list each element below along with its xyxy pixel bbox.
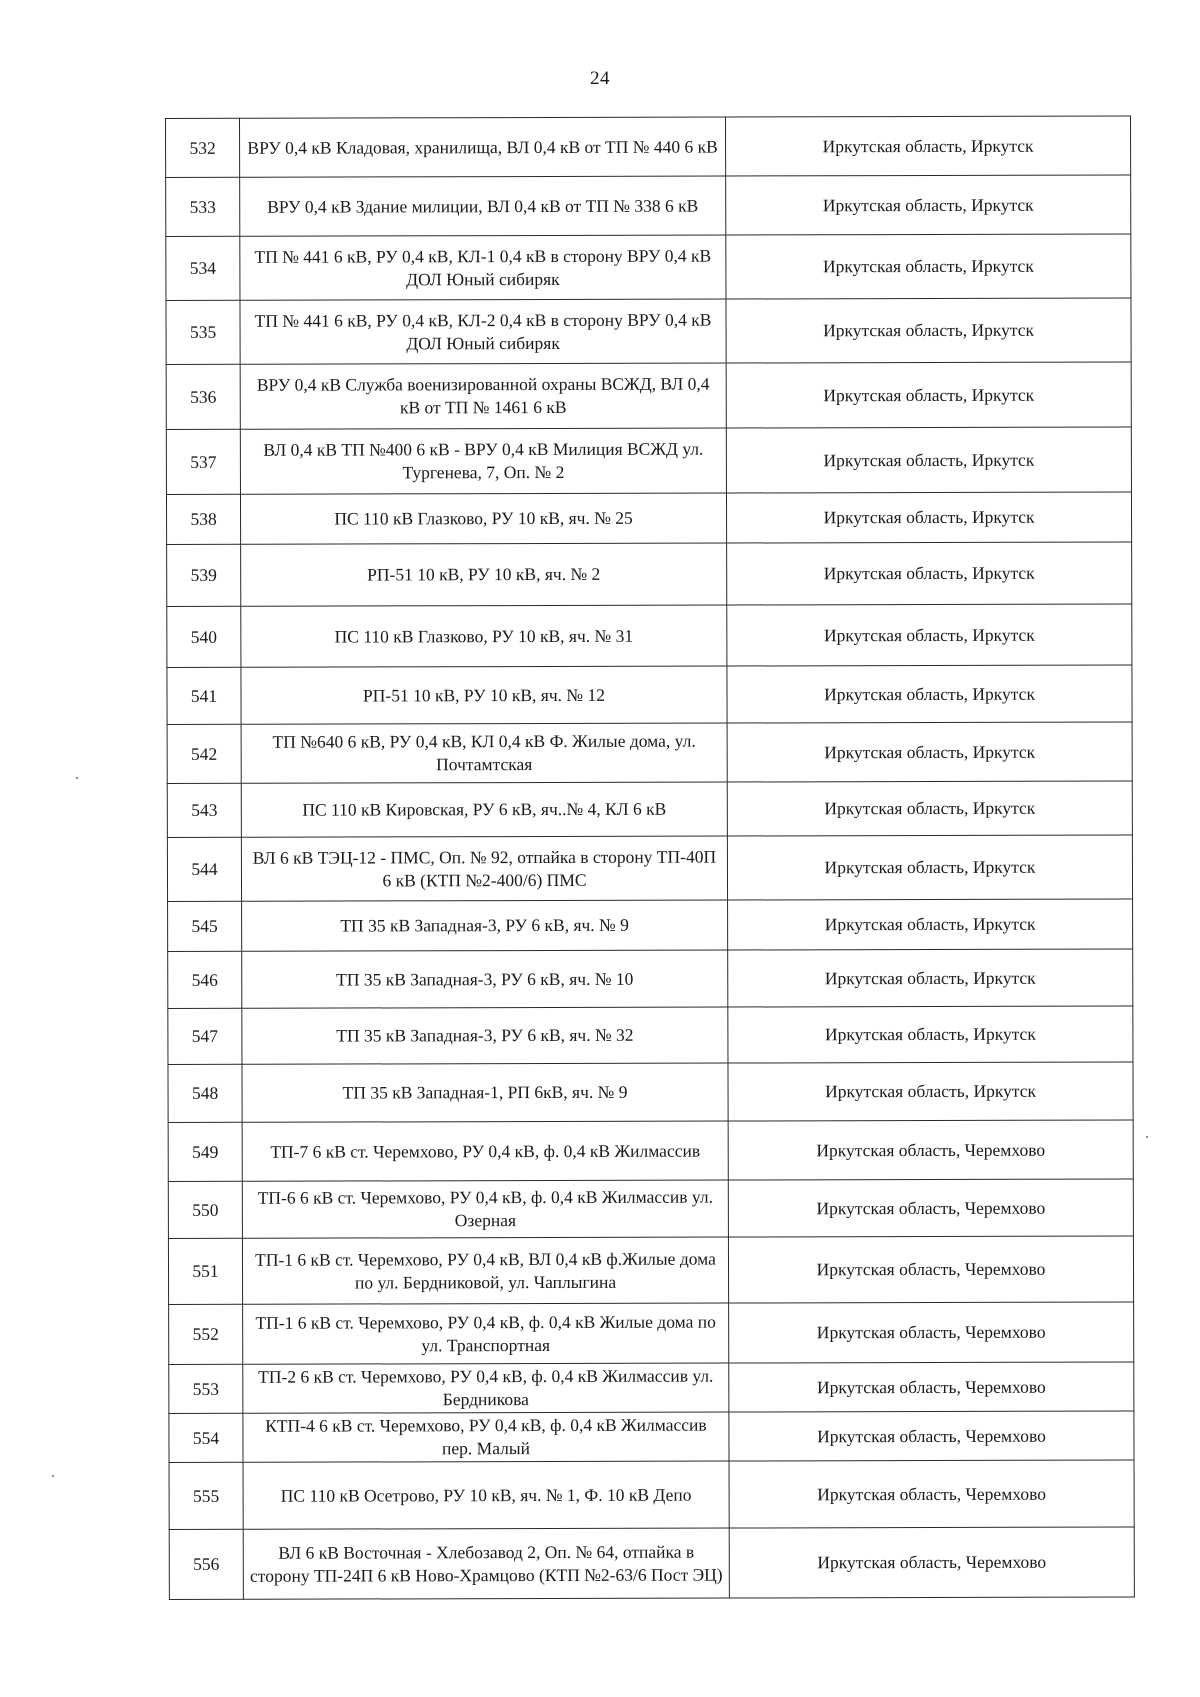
- object-location: Иркутская область, Черемхово: [729, 1527, 1134, 1598]
- object-description: ТП-1 6 кВ ст. Черемхово, РУ 0,4 кВ, ф. 0,4 кВ Жилые дома по ул. Транспортная: [243, 1303, 729, 1364]
- table-row: [167, 542, 1132, 607]
- object-description: ВРУ 0,4 кВ Служба военизированной охраны ВСЖД, ВЛ 0,4 кВ от ТП № 1461 6 кВ: [240, 363, 726, 429]
- object-location: Иркутская область, Черемхово: [728, 1236, 1133, 1303]
- page-number: 24: [590, 68, 610, 89]
- row-number: 553: [169, 1364, 243, 1413]
- object-location: Иркутская область, Иркутск: [726, 492, 1131, 543]
- table-row: [168, 1120, 1133, 1182]
- table-row: [169, 1362, 1134, 1414]
- row-number: 533: [166, 177, 240, 236]
- object-location: Иркутская область, Иркутск: [727, 722, 1132, 782]
- object-location: Иркутская область, Черемхово: [728, 1179, 1133, 1237]
- object-location: Иркутская область, Иркутск: [726, 362, 1131, 428]
- object-description: ТП 35 кВ Западная-1, РП 6кВ, яч. № 9: [242, 1063, 728, 1122]
- table-row: [169, 1411, 1134, 1463]
- table-row: [168, 1179, 1133, 1239]
- table-row: [167, 665, 1132, 725]
- object-location: Иркутская область, Иркутск: [726, 175, 1131, 235]
- row-number: 539: [167, 544, 241, 606]
- row-number: 541: [167, 667, 241, 724]
- object-location: Иркутская область, Иркутск: [727, 781, 1132, 836]
- object-description: ПС 110 кВ Осетрово, РУ 10 кВ, яч. № 1, Ф. 10 кВ Депо: [243, 1461, 729, 1529]
- table-row: [166, 362, 1131, 430]
- table-row: [168, 1236, 1133, 1305]
- scan-speck: [76, 777, 78, 779]
- table-row: [168, 899, 1133, 952]
- object-location: Иркутская область, Черемхово: [728, 1120, 1133, 1180]
- row-number: 552: [169, 1304, 243, 1364]
- object-location: Иркутская область, Иркутск: [725, 116, 1130, 176]
- object-description: ПС 110 кВ Глазково, РУ 10 кВ, яч. № 25: [240, 493, 726, 544]
- object-description: ТП 35 кВ Западная-3, РУ 6 кВ, яч. № 10: [242, 950, 728, 1008]
- row-number: 549: [168, 1122, 242, 1181]
- object-location: Иркутская область, Иркутск: [727, 835, 1132, 900]
- scan-speck: [1146, 1136, 1148, 1138]
- object-description: ВРУ 0,4 кВ Кладовая, хранилища, ВЛ 0,4 кВ от ТП № 440 6 кВ: [240, 117, 726, 177]
- object-location: Иркутская область, Иркутск: [728, 949, 1133, 1007]
- object-location: Иркутская область, Черемхово: [729, 1362, 1134, 1412]
- table-row: [166, 427, 1131, 495]
- table-row: [168, 949, 1133, 1009]
- object-description: ТП № 441 6 кВ, РУ 0,4 кВ, КЛ-2 0,4 кВ в сторону ВРУ 0,4 кВ ДОЛ Юный сибиряк: [240, 299, 726, 364]
- object-location: Иркутская область, Иркутск: [727, 604, 1132, 666]
- object-description: КТП-4 6 кВ ст. Черемхово, РУ 0,4 кВ, ф. 0,4 кВ Жилмассив пер. Малый: [243, 1412, 729, 1462]
- object-description: ТП-2 6 кВ ст. Черемхово, РУ 0,4 кВ, ф. 0,4 кВ Жилмассив ул. Бердникова: [243, 1363, 729, 1413]
- object-location: Иркутская область, Иркутск: [726, 427, 1131, 493]
- object-description: ВЛ 6 кВ Восточная - Хлебозавод 2, Оп. № 64, отпайка в сторону ТП-24П 6 кВ Ново-Храмцово (КТП №2-63/6 Пост ЭЦ): [243, 1528, 729, 1599]
- table-row: [168, 1062, 1133, 1123]
- object-description: ВРУ 0,4 кВ Здание милиции, ВЛ 0,4 кВ от ТП № 338 6 кВ: [240, 176, 726, 236]
- table-body: [166, 116, 1135, 1600]
- row-number: 543: [167, 783, 241, 837]
- scan-speck: [52, 1475, 54, 1477]
- table-row: [167, 781, 1132, 838]
- row-number: 548: [168, 1064, 242, 1122]
- object-location: Иркутская область, Черемхово: [729, 1302, 1134, 1363]
- row-number: 547: [168, 1008, 242, 1064]
- table-row: [168, 1006, 1133, 1065]
- object-description: ТП №640 6 кВ, РУ 0,4 кВ, КЛ 0,4 кВ Ф. Жилые дома, ул. Почтамтская: [241, 723, 727, 783]
- object-location: Иркутская область, Иркутск: [728, 1006, 1133, 1063]
- object-description: ПС 110 кВ Глазково, РУ 10 кВ, яч. № 31: [241, 605, 727, 667]
- object-description: ТП 35 кВ Западная-3, РУ 6 кВ, яч. № 9: [242, 900, 728, 951]
- table-row: [167, 835, 1132, 902]
- row-number: 556: [169, 1529, 243, 1599]
- object-description: ТП 35 кВ Западная-3, РУ 6 кВ, яч. № 32: [242, 1007, 728, 1064]
- row-number: 551: [168, 1238, 242, 1304]
- table-row: [166, 116, 1131, 178]
- object-description: ПС 110 кВ Кировская, РУ 6 кВ, яч..№ 4, КЛ 6 кВ: [241, 782, 727, 837]
- row-number: 555: [169, 1462, 243, 1529]
- row-number: 542: [167, 724, 241, 783]
- row-number: 536: [166, 364, 240, 429]
- object-description: ВЛ 6 кВ ТЭЦ-12 - ПМС, Оп. № 92, отпайка в сторону ТП-40П 6 кВ (КТП №2-400/6) ПМС: [241, 836, 727, 901]
- table-row: [166, 175, 1131, 237]
- objects-table: [165, 115, 1135, 1600]
- object-description: ВЛ 0,4 кВ ТП №400 6 кВ - ВРУ 0,4 кВ Милиция ВСЖД ул. Тургенева, 7, Оп. № 2: [240, 428, 726, 494]
- object-location: Иркутская область, Иркутск: [726, 234, 1131, 299]
- object-location: Иркутская область, Иркутск: [726, 298, 1131, 363]
- object-location: Иркутская область, Иркутск: [728, 899, 1133, 950]
- row-number: 545: [168, 901, 242, 951]
- row-number: 540: [167, 606, 241, 667]
- object-description: ТП-6 6 кВ ст. Черемхово, РУ 0,4 кВ, ф. 0,4 кВ Жилмассив ул. Озерная: [242, 1180, 728, 1238]
- object-location: Иркутская область, Черемхово: [729, 1411, 1134, 1461]
- object-description: РП-51 10 кВ, РУ 10 кВ, яч. № 12: [241, 666, 727, 724]
- table-row: [166, 298, 1131, 365]
- table-row: [167, 604, 1132, 668]
- row-number: 550: [168, 1181, 242, 1238]
- table-row: [169, 1527, 1134, 1600]
- object-description: ТП № 441 6 кВ, РУ 0,4 кВ, КЛ-1 0,4 кВ в сторону ВРУ 0,4 кВ ДОЛ Юный сибиряк: [240, 235, 726, 300]
- object-description: ТП-7 6 кВ ст. Черемхово, РУ 0,4 кВ, ф. 0,4 кВ Жилмассив: [242, 1121, 728, 1181]
- row-number: 537: [166, 429, 240, 494]
- table-row: [166, 234, 1131, 301]
- row-number: 534: [166, 236, 240, 300]
- object-description: ТП-1 6 кВ ст. Черемхово, РУ 0,4 кВ, ВЛ 0,4 кВ ф.Жилые дома по ул. Бердниковой, ул. Чаплыгина: [242, 1237, 728, 1304]
- row-number: 546: [168, 951, 242, 1008]
- row-number: 544: [167, 837, 241, 901]
- object-location: Иркутская область, Черемхово: [729, 1460, 1134, 1528]
- object-location: Иркутская область, Иркутск: [727, 665, 1132, 723]
- table-row: [166, 492, 1131, 545]
- row-number: 538: [166, 494, 240, 544]
- row-number: 554: [169, 1413, 243, 1462]
- object-location: Иркутская область, Иркутск: [728, 1062, 1133, 1121]
- table-row: [167, 722, 1132, 784]
- row-number: 532: [166, 118, 240, 177]
- row-number: 535: [166, 300, 240, 364]
- table-row: [169, 1302, 1134, 1365]
- object-location: Иркутская область, Иркутск: [727, 542, 1132, 605]
- object-description: РП-51 10 кВ, РУ 10 кВ, яч. № 2: [241, 543, 727, 606]
- table-row: [169, 1460, 1134, 1530]
